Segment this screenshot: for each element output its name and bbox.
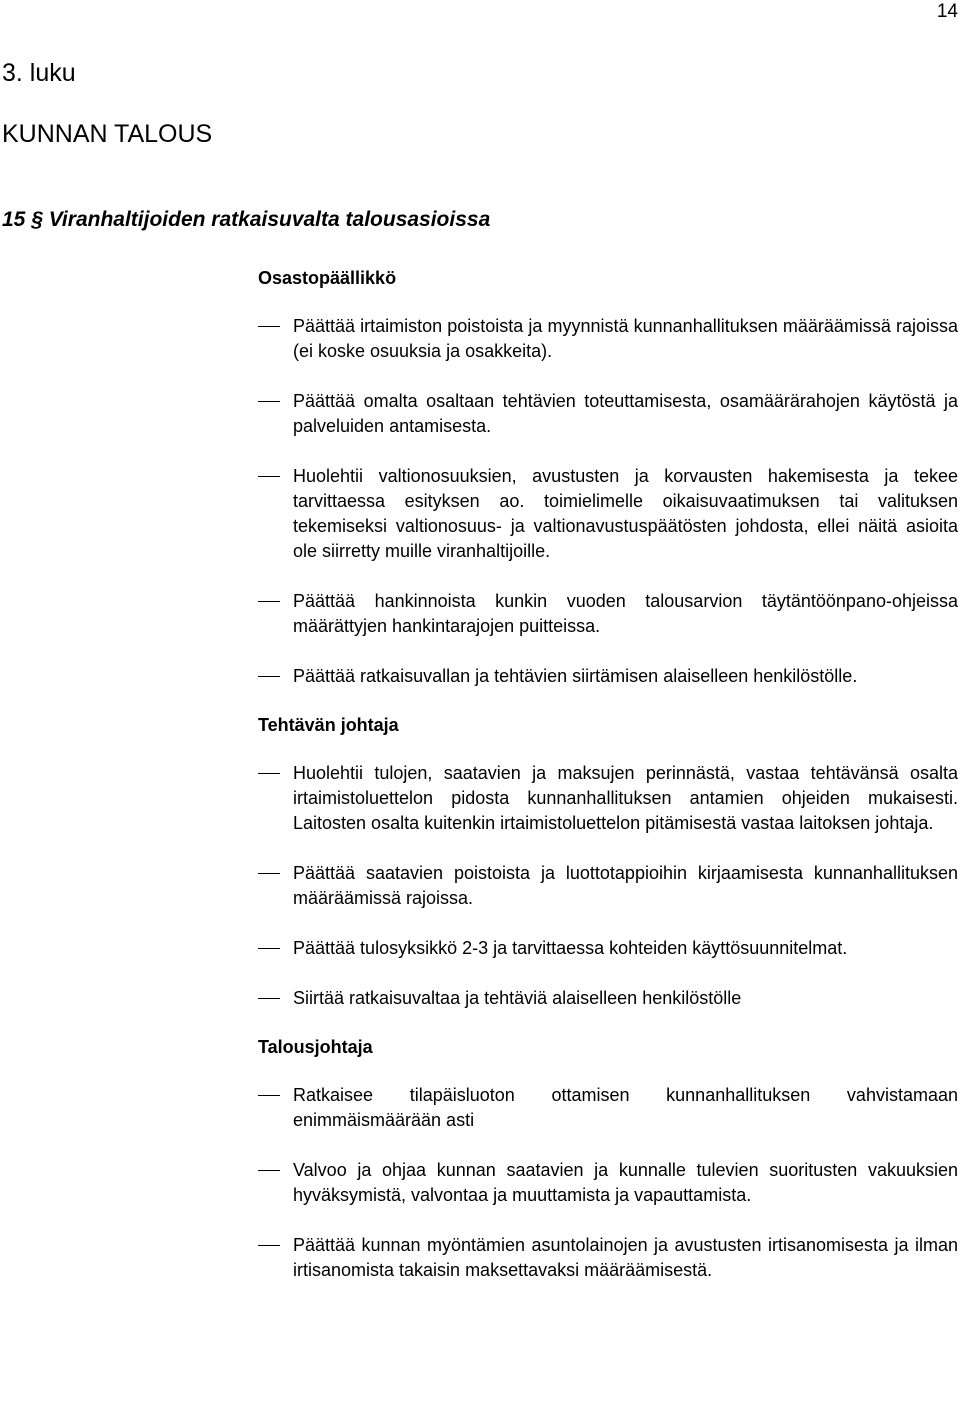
dash-bullet [258,1095,280,1096]
group-heading: Talousjohtaja [258,1037,373,1057]
group-tehtavan-johtaja [258,713,958,1011]
group-talousjohtaja [258,1035,958,1283]
list-item-text: Valvoo ja ohjaa kunnan saatavien ja kunnalle tulevien suoritusten vakuuksien hyväksymistä, valvontaa ja muuttamista ja vapauttamista. [293,1160,958,1205]
item-list [258,761,958,1011]
dash-bullet [258,401,280,402]
list-item-text: Siirtää ratkaisuvaltaa ja tehtäviä alaiselleen henkilöstölle [293,988,742,1008]
dash-bullet [258,326,280,327]
section-title: 15 § Viranhaltijoiden ratkaisuvalta talousasioissa [2,208,491,231]
dash-bullet [258,676,280,677]
list-item [258,936,958,961]
dash-bullet [258,773,280,774]
list-item [258,1158,958,1208]
chapter-number: 3. luku [2,59,76,87]
list-item [258,1083,958,1133]
dash-bullet [258,1245,280,1246]
item-list [258,1083,958,1283]
dash-bullet [258,873,280,874]
list-item [258,314,958,364]
item-list [258,314,958,689]
group-heading: Osastopäällikkö [258,268,397,288]
group-heading: Tehtävän johtaja [258,715,399,735]
dash-bullet [258,998,280,999]
dash-bullet [258,1170,280,1171]
list-item [258,589,958,639]
section-content [258,266,958,1283]
dash-bullet [258,476,280,477]
list-item-text: Ratkaisee tilapäisluoton ottamisen kunnanhallituksen vahvistamaan enimmäismäärään asti [293,1085,958,1130]
list-item-text: Päättää omalta osaltaan tehtävien toteuttamisesta, osamäärärahojen käytöstä ja palveluiden antamisesta. [293,391,958,436]
list-item-text: Päättää ratkaisuvallan ja tehtävien siirtämisen alaiselleen henkilöstölle. [293,666,858,686]
list-item [258,664,958,689]
list-item [258,389,958,439]
list-item-text: Päättää irtaimiston poistoista ja myynnistä kunnanhallituksen määräämissä rajoissa (ei koske osuuksia ja osakkeita). [293,316,958,361]
list-item-text: Huolehtii tulojen, saatavien ja maksujen perinnästä, vastaa tehtävänsä osalta irtaimistoluettelon pidosta kunnanhallituksen antamien ohjeiden mukaisesti. Laitosten osalta kuitenkin irtaimistoluettelon pitämisestä vastaa laitoksen johtaja. [293,763,958,833]
dash-bullet [258,601,280,602]
list-item [258,861,958,911]
dash-bullet [258,948,280,949]
list-item-text: Päättää tulosyksikkö 2-3 ja tarvittaessa kohteiden käyttösuunnitelmat. [293,938,848,958]
list-item-text: Päättää hankinnoista kunkin vuoden talousarvion täytäntöönpano-ohjeissa määrättyjen hankintarajojen puitteissa. [293,591,958,636]
list-item-text: Päättää saatavien poistoista ja luottotappioihin kirjaamisesta kunnanhallituksen määräämissä rajoissa. [293,863,958,908]
list-item [258,986,958,1011]
list-item [258,1233,958,1283]
chapter-title: KUNNAN TALOUS [2,120,213,148]
page-number: 14 [936,1,958,22]
list-item-text: Huolehtii valtionosuuksien, avustusten ja korvausten hakemisesta ja tekee tarvittaessa esityksen ao. toimielimelle oikaisuvaatimuksen tai valituksen tekemiseksi valtionosuus- ja valtionavustuspäätösten johdosta, ellei näitä asioita ole siirretty muille viranhaltijoille. [293,466,958,561]
list-item [258,464,958,564]
list-item [258,761,958,836]
group-osastopaallikko [258,266,958,689]
list-item-text: Päättää kunnan myöntämien asuntolainojen ja avustusten irtisanomisesta ja ilman irtisanomista takaisin maksettavaksi määräämisestä. [293,1235,958,1280]
